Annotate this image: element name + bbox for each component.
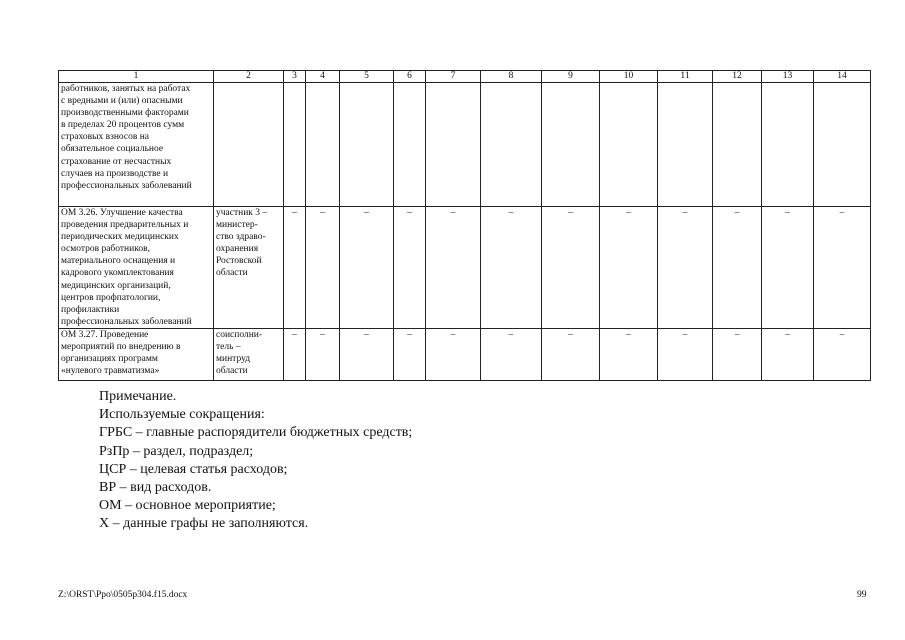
value-cell: – — [762, 207, 814, 329]
measure-name-cell — [59, 207, 214, 329]
table-row — [59, 83, 871, 207]
value-cell: – — [814, 207, 871, 329]
cell-text-line: профессиональных заболеваний — [61, 316, 192, 327]
value-cell — [284, 83, 306, 207]
value-cell: – — [426, 207, 481, 329]
value-cell: – — [600, 207, 658, 329]
note-line: Х – данные графы не заполняются. — [99, 516, 309, 532]
note-line: ГРБС – главные распорядители бюджетных средств; — [99, 425, 413, 441]
header-cell: 11 — [658, 71, 713, 83]
header-cell: 12 — [713, 71, 762, 83]
cell-text-line: ство здраво- — [216, 232, 266, 243]
value-cell: – — [394, 207, 426, 329]
cell-text-line: обязательное социальное — [61, 144, 164, 155]
header-cell: 7 — [426, 71, 481, 83]
cell-text-line: минтруд — [216, 354, 251, 365]
value-cell: – — [814, 328, 871, 380]
executor-cell — [214, 328, 284, 380]
cell-text-line: области — [216, 366, 248, 377]
value-cell: – — [713, 207, 762, 329]
cell-text-line: медицинских организаций, — [61, 280, 171, 291]
table-header-row — [59, 71, 871, 83]
cell-text-line: материального оснащения и — [61, 256, 176, 267]
cell-text-line: тель – — [216, 342, 241, 353]
note-line: ОМ – основное мероприятие; — [99, 498, 276, 514]
cell-text-line: Ростовской — [216, 256, 262, 267]
value-cell: – — [713, 328, 762, 380]
cell-text-line: ОМ 3.26. Улучшение качества — [61, 208, 183, 218]
header-cell: 1 — [59, 71, 214, 83]
table-body — [59, 71, 871, 381]
cell-text-line: в пределах 20 процентов сумм — [61, 120, 185, 131]
note-line: ЦСР – целевая статья расходов; — [99, 461, 288, 477]
value-cell — [481, 83, 542, 207]
header-cell: 14 — [814, 71, 871, 83]
cell-text-line: ОМ 3.27. Проведение — [61, 329, 149, 340]
value-cell — [762, 83, 814, 207]
cell-text-line: министер- — [216, 220, 258, 231]
value-cell: – — [394, 328, 426, 380]
executor-cell — [214, 207, 284, 329]
value-cell — [658, 83, 713, 207]
header-cell: 8 — [481, 71, 542, 83]
cell-text-line: охранения — [216, 244, 259, 255]
cell-text-line: случаев на производстве и — [61, 168, 169, 179]
cell-text-line: осмотров работников, — [61, 244, 150, 255]
cell-text-line: соисполни- — [216, 329, 263, 340]
cell-text-line: кадрового укомплектования — [61, 268, 174, 279]
footer-file-path: Z:\ORST\Ppo\0505p304.f15.docx — [58, 590, 188, 600]
value-cell — [542, 83, 600, 207]
header-cell: 4 — [306, 71, 340, 83]
table-row — [59, 207, 871, 329]
value-cell: – — [762, 328, 814, 380]
value-cell — [426, 83, 481, 207]
value-cell: – — [542, 207, 600, 329]
cell-text-line: периодических медицинских — [61, 232, 179, 243]
cell-text-line: центров профпатологии, — [61, 292, 161, 303]
value-cell: – — [426, 328, 481, 380]
measure-name-cell — [59, 328, 214, 380]
header-cell: 2 — [214, 71, 284, 83]
value-cell: – — [284, 328, 306, 380]
cell-text-line: профессиональных заболеваний — [61, 180, 192, 191]
program-table — [58, 70, 871, 381]
value-cell — [394, 83, 426, 207]
cell-text-line: с вредными и (или) опасными — [61, 96, 183, 107]
cell-text-line: страховых взносов на — [61, 132, 150, 143]
value-cell: – — [658, 207, 713, 329]
footer-page-number: 99 — [857, 590, 867, 600]
value-cell — [600, 83, 658, 207]
value-cell — [306, 83, 340, 207]
value-cell — [713, 83, 762, 207]
value-cell — [340, 83, 394, 207]
cell-text-line: области — [216, 268, 248, 279]
cell-text-line: участник 3 – — [216, 208, 268, 218]
cell-text-line: мероприятий по внедрению в — [61, 342, 181, 353]
cell-text-line: профилактики — [61, 304, 120, 315]
value-cell: – — [542, 328, 600, 380]
notes-block — [99, 388, 412, 534]
cell-text-line: проведения предварительных и — [61, 220, 189, 231]
value-cell: – — [600, 328, 658, 380]
header-cell: 10 — [600, 71, 658, 83]
measure-name-cell — [59, 83, 214, 207]
header-cell: 6 — [394, 71, 426, 83]
value-cell: – — [340, 207, 394, 329]
note-line: Используемые сокращения: — [99, 407, 265, 423]
cell-text-line: производственными факторами — [61, 108, 189, 119]
cell-text-line: организациях программ — [61, 354, 158, 365]
header-cell: 5 — [340, 71, 394, 83]
value-cell — [814, 83, 871, 207]
note-line: ВР – вид расходов. — [99, 480, 212, 496]
cell-text-line: страхование от несчастных — [61, 156, 172, 167]
table-row — [59, 328, 871, 380]
value-cell: – — [284, 207, 306, 329]
value-cell: – — [340, 328, 394, 380]
value-cell: – — [306, 328, 340, 380]
note-title: Примечание. — [99, 389, 177, 404]
value-cell: – — [306, 207, 340, 329]
header-cell: 13 — [762, 71, 814, 83]
value-cell: – — [481, 328, 542, 380]
value-cell: – — [658, 328, 713, 380]
value-cell: – — [481, 207, 542, 329]
cell-text-line: работников, занятых на работах — [61, 84, 191, 94]
header-cell: 3 — [284, 71, 306, 83]
executor-cell — [214, 83, 284, 207]
note-line: РзПр – раздел, подраздел; — [99, 443, 254, 459]
cell-text-line: «нулевого травматизма» — [61, 366, 160, 377]
header-cell: 9 — [542, 71, 600, 83]
